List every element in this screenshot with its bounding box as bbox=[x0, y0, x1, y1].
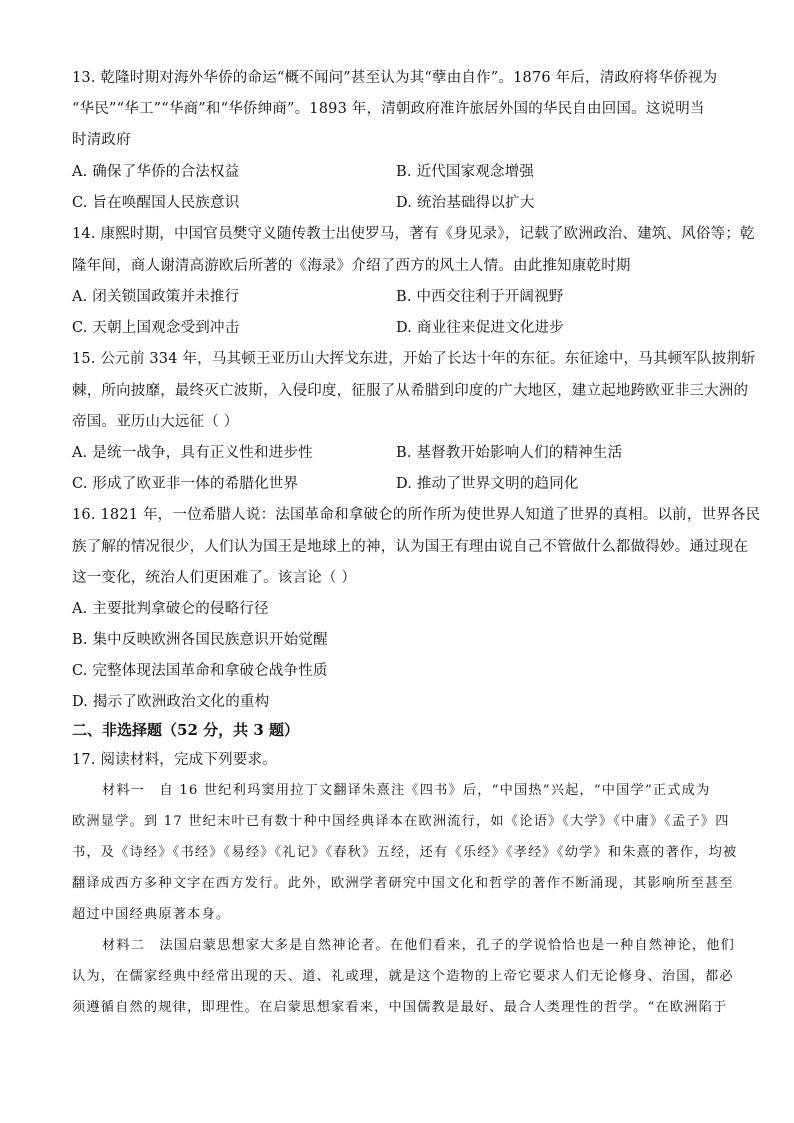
q16-option-d[interactable]: D. 揭示了欧洲政治文化的重构 bbox=[72, 694, 270, 710]
q15-option-b[interactable]: B. 基督教开始影响人们的精神生活 bbox=[396, 445, 623, 461]
material-1-line-5: 超过中国经典原著本身。 bbox=[72, 907, 231, 922]
q15-stem-line-3: 帝国。亚历山大远征（ ） bbox=[72, 414, 239, 430]
q13-stem-line-1: 13. 乾隆时期对海外华侨的命运“概不闻问”甚至认为其“孽由自作”。1876 年后，清政府将华侨视为 bbox=[72, 70, 718, 86]
q14-option-a[interactable]: A. 闭关锁国政策并未推行 bbox=[72, 289, 240, 305]
q16-stem-line-3: 这一变化，统治人们更困难了。该言论（ ） bbox=[72, 570, 357, 586]
material-2-line-3: 须遵循自然的规律，即理性。在启蒙思想家看来，中国儒教是最好、最合人类理性的哲学。“在欧洲陷于 bbox=[72, 1000, 728, 1015]
q17-stem: 17. 阅读材料，完成下列要求。 bbox=[72, 752, 277, 768]
q15-option-d[interactable]: D. 推动了世界文明的趋同化 bbox=[396, 476, 579, 492]
q16-option-a[interactable]: A. 主要批判拿破仑的侵略行径 bbox=[72, 601, 269, 617]
q14-stem-line-2: 隆年间，商人谢清高游欧后所著的《海录》介绍了西方的风土人情。由此推知康乾时期 bbox=[72, 258, 631, 274]
q16-option-c[interactable]: C. 完整体现法国革命和拿破仑战争性质 bbox=[72, 663, 328, 679]
material-2-line-2: 认为，在儒家经典中经常出现的天、道、礼或理，就是这个造物的上帝它要求人们无论修身、治国，都必 bbox=[72, 969, 734, 984]
material-2-line-1: 材料二 法国启蒙思想家大多是自然神论者。在他们看来，孔子的学说恰恰也是一种自然神论，他们 bbox=[102, 938, 736, 953]
q15-stem-line-2: 棘，所向披靡，最终灭亡波斯，入侵印度，征服了从希腊到印度的广大地区，建立起地跨欧亚非三大洲的 bbox=[72, 383, 749, 399]
q14-option-d[interactable]: D. 商业往来促进文化进步 bbox=[396, 320, 564, 336]
material-1-line-4: 翻译成西方多种文字在西方发行。此外，欧洲学者研究中国文化和哲学的著作不断涌现，其影响所至甚至 bbox=[72, 876, 734, 891]
q14-stem-line-1: 14. 康熙时期，中国官员樊守义随传教士出使罗马，著有《身见录》，记载了欧洲政治、建筑、风俗等；乾 bbox=[72, 226, 755, 242]
q15-option-c[interactable]: C. 形成了欧亚非一体的希腊化世界 bbox=[72, 476, 299, 492]
material-1-line-1: 材料一 自 16 世纪利玛窦用拉丁文翻译朱熹注《四书》后，“中国热”兴起，“中国学”正式成为 bbox=[102, 783, 711, 798]
q16-stem-line-1: 16. 1821 年，一位希腊人说：法国革命和拿破仑的所作所为使世界人知道了世界的真相。以前，世界各民 bbox=[72, 507, 761, 523]
q15-option-a[interactable]: A. 是统一战争，具有正义性和进步性 bbox=[72, 445, 313, 461]
q16-option-b[interactable]: B. 集中反映欧洲各国民族意识开始觉醒 bbox=[72, 632, 328, 648]
q13-option-c[interactable]: C. 旨在唤醒国人民族意识 bbox=[72, 195, 240, 211]
q13-stem-line-2: “华民”“华工”“华商”和“华侨绅商”。1893 年，清朝政府准许旅居外国的华民自由回国。这说明当 bbox=[72, 101, 705, 117]
q13-option-a[interactable]: A. 确保了华侨的合法权益 bbox=[72, 164, 240, 180]
q15-stem-line-1: 15. 公元前 334 年，马其顿王亚历山大挥戈东进，开始了长达十年的东征。东征途中，马其顿军队披荆斩 bbox=[72, 351, 756, 367]
q13-option-b[interactable]: B. 近代国家观念增强 bbox=[396, 164, 535, 180]
section-heading: 二、非选择题（52 分，共 3 题） bbox=[72, 721, 299, 739]
q13-option-d[interactable]: D. 统治基础得以扩大 bbox=[396, 195, 535, 211]
material-1-line-2: 欧洲显学。到 17 世纪末叶已有数十种中国经典译本在欧洲流行，如《论语》《大学》《中庸》《孟子》四 bbox=[72, 814, 730, 829]
q14-option-c[interactable]: C. 天朝上国观念受到冲击 bbox=[72, 320, 240, 336]
q14-option-b[interactable]: B. 中西交往利于开阔视野 bbox=[396, 289, 564, 305]
material-1-line-3: 书，及《诗经》《书经》《易经》《礼记》《春秋》五经，还有《乐经》《孝经》《幼学》和朱熹的著作，均被 bbox=[72, 845, 738, 860]
q13-stem-line-3: 时清政府 bbox=[72, 132, 131, 148]
q16-stem-line-2: 族了解的情况很少，人们认为国王是地球上的神，认为国王有理由说自己不管做什么都做得妙。通过现在 bbox=[72, 539, 749, 555]
